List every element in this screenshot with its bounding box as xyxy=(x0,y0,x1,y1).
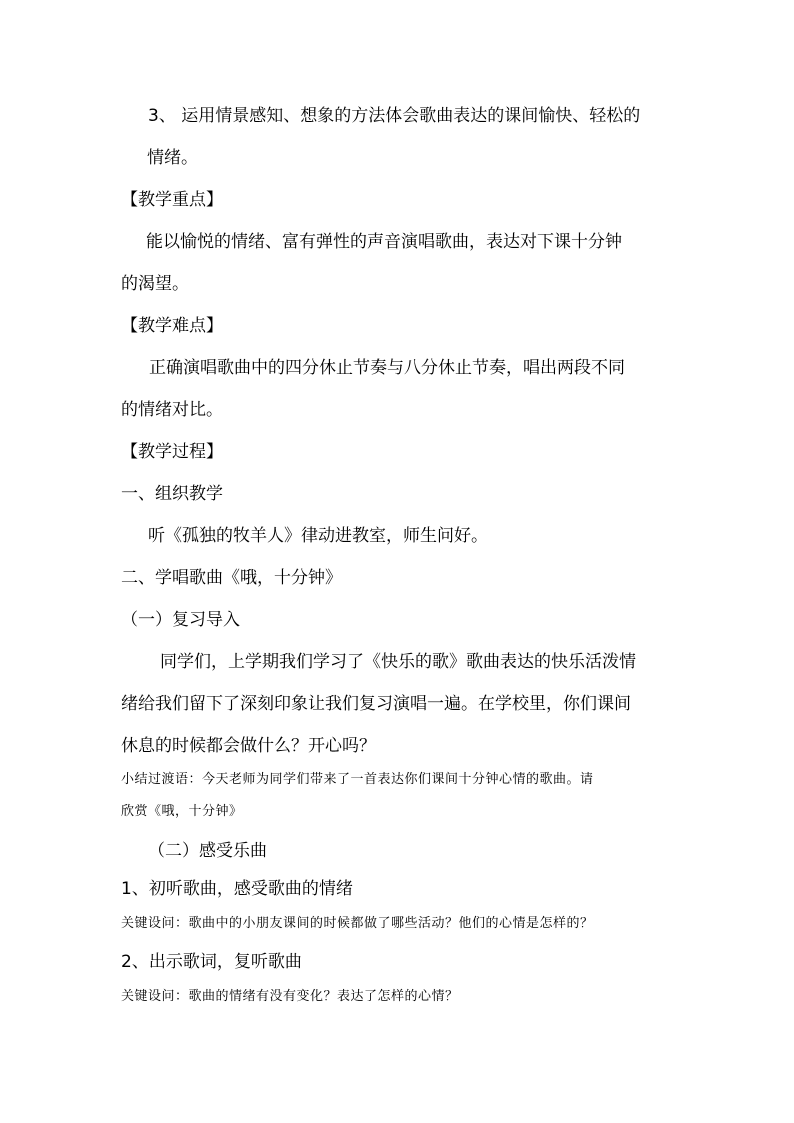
objective-3-line1: 3、 运用情景感知、想象的方法体会歌曲表达的课间愉快、轻松的 xyxy=(148,106,641,126)
key-point-heading: 【教学重点】 xyxy=(121,190,223,210)
step2-question: 关键设问：歌曲的情绪有没有变化？表达了怎样的心情？ xyxy=(121,989,459,1004)
summary-line2: 欣赏《哦，十分钟》 xyxy=(121,804,243,819)
sub2-title: （二）感受乐曲 xyxy=(148,841,267,861)
section1-title: 一、组织教学 xyxy=(121,484,223,504)
sub1-title: （一）复习导入 xyxy=(121,610,240,630)
difficulty-line2: 的情绪对比。 xyxy=(121,400,223,420)
difficulty-heading: 【教学难点】 xyxy=(121,316,223,336)
process-heading: 【教学过程】 xyxy=(121,442,223,462)
sub1-line2: 绪给我们留下了深刻印象让我们复习演唱一遍。在学校里，你们课间 xyxy=(121,694,631,714)
sub1-line3: 休息的时候都会做什么？开心吗？ xyxy=(121,736,376,756)
difficulty-line1: 正确演唱歌曲中的四分休止节奏与八分休止节奏，唱出两段不同 xyxy=(149,358,625,378)
sub1-line1: 同学们，上学期我们学习了《快乐的歌》歌曲表达的快乐活泼情 xyxy=(160,652,636,672)
objective-3-line2: 情绪。 xyxy=(147,148,198,168)
summary-line1: 小结过渡语：今天老师为同学们带来了一首表达你们课间十分钟心情的歌曲。请 xyxy=(121,772,594,787)
step2-title: 2、出示歌词，复听歌曲 xyxy=(121,952,302,972)
key-point-line2: 的渴望。 xyxy=(121,274,189,294)
step1-question: 关键设问：歌曲中的小朋友课间的时候都做了哪些活动？他们的心情是怎样的？ xyxy=(121,916,594,931)
step1-title: 1、初听歌曲，感受歌曲的情绪 xyxy=(121,879,353,899)
section2-title: 二、学唱歌曲《哦，十分钟》 xyxy=(121,568,342,588)
section1-text: 听《孤独的牧羊人》律动进教室，师生问好。 xyxy=(148,526,488,546)
key-point-line1: 能以愉悦的情绪、富有弹性的声音演唱歌曲，表达对下课十分钟 xyxy=(146,232,622,252)
